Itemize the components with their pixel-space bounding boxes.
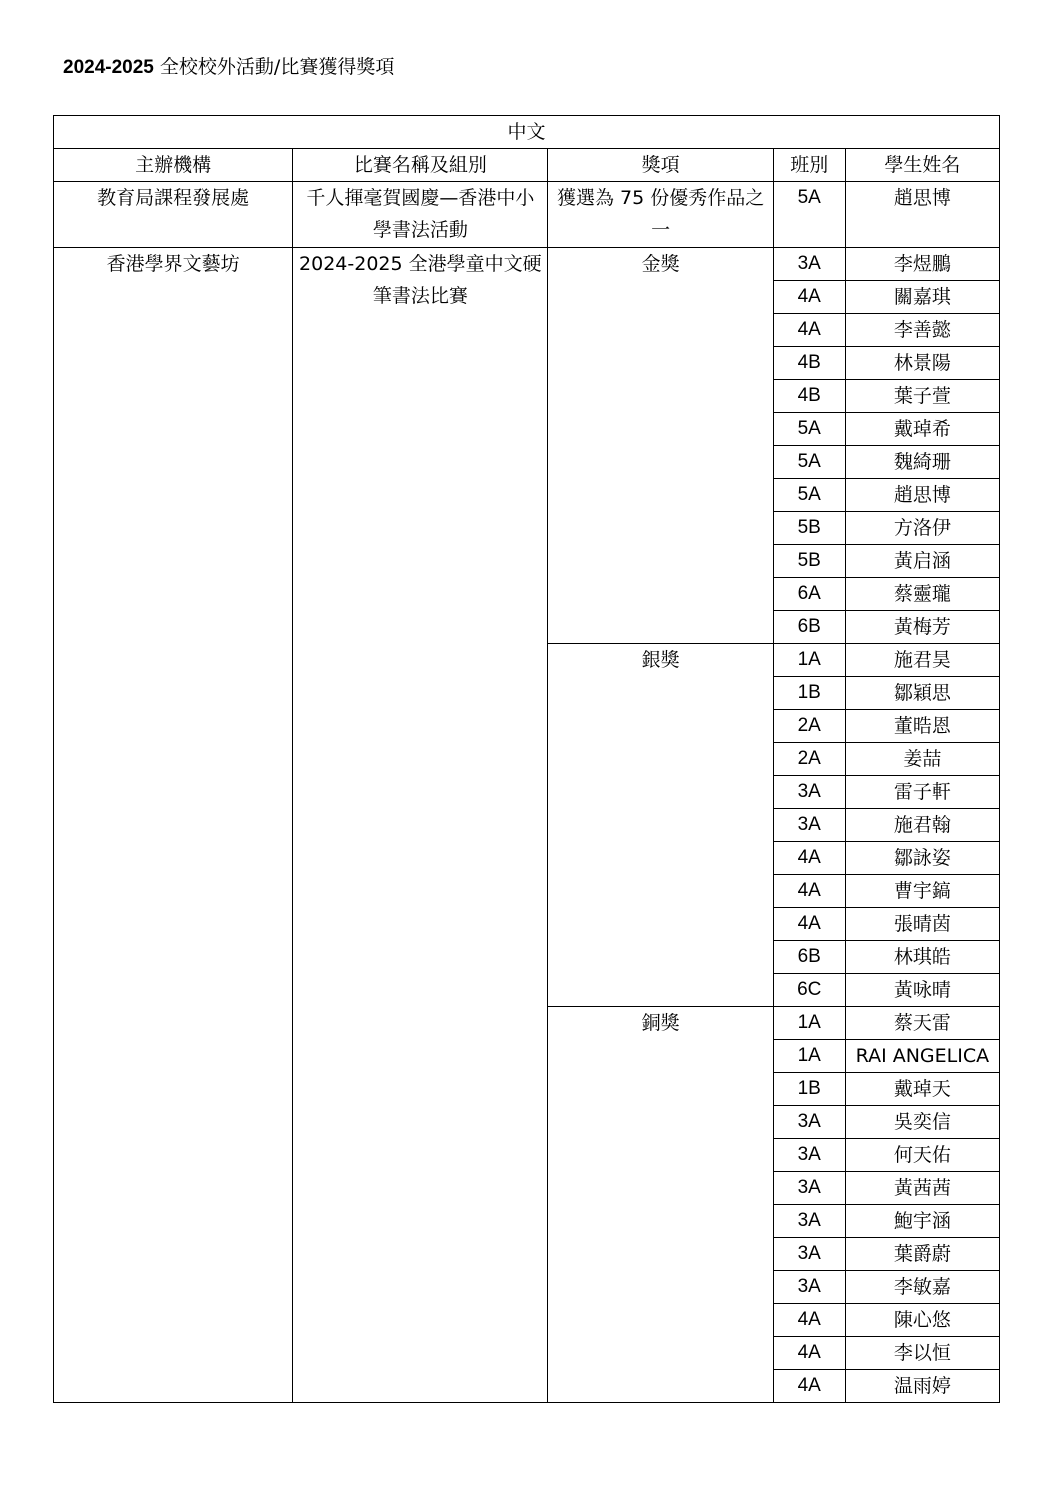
- student-name-cell: 黃茜茜: [845, 1172, 999, 1205]
- header-competition: 比賽名稱及組別: [293, 149, 548, 182]
- student-name-cell: 趙思博: [845, 182, 999, 248]
- student-name-cell: 黃咏晴: [845, 974, 999, 1007]
- class-cell: 3A: [773, 1172, 845, 1205]
- class-cell: 4A: [773, 875, 845, 908]
- header-org: 主辦機構: [54, 149, 293, 182]
- student-name-cell: RAI ANGELICA: [845, 1040, 999, 1073]
- student-name-cell: 何天佑: [845, 1139, 999, 1172]
- student-name-cell: 吳奕信: [845, 1106, 999, 1139]
- award-silver-cell: 銀獎: [548, 644, 773, 1007]
- student-name-cell: 李煜鵬: [845, 248, 999, 281]
- student-name-cell: 關嘉琪: [845, 281, 999, 314]
- class-cell: 4A: [773, 314, 845, 347]
- award-gold-cell: 金獎: [548, 248, 773, 644]
- award-bronze-cell: 銅獎: [548, 1007, 773, 1403]
- student-name-cell: 温雨婷: [845, 1370, 999, 1403]
- class-cell: 4A: [773, 1370, 845, 1403]
- class-cell: 6C: [773, 974, 845, 1007]
- class-cell: 5B: [773, 545, 845, 578]
- table-row: [54, 248, 1000, 281]
- student-name-cell: 李敏嘉: [845, 1271, 999, 1304]
- class-cell: 5A: [773, 446, 845, 479]
- student-name-cell: 李以恒: [845, 1337, 999, 1370]
- class-cell: 1A: [773, 1007, 845, 1040]
- class-cell: 4A: [773, 281, 845, 314]
- student-name-cell: 黃梅芳: [845, 611, 999, 644]
- class-cell: 1B: [773, 677, 845, 710]
- competition-text: 千人揮毫賀國慶—香港中小學書法活動: [306, 187, 535, 241]
- class-cell: 4A: [773, 842, 845, 875]
- student-name-cell: 董晧恩: [845, 710, 999, 743]
- title-text: 全校校外活動/比賽獲得獎項: [153, 56, 395, 78]
- class-cell: 5A: [773, 413, 845, 446]
- class-cell: 4A: [773, 1304, 845, 1337]
- class-cell: 4B: [773, 347, 845, 380]
- student-name-cell: 葉子萱: [845, 380, 999, 413]
- student-name-cell: 張晴茵: [845, 908, 999, 941]
- class-cell: 3A: [773, 1205, 845, 1238]
- awards-table: [53, 115, 1000, 1403]
- class-cell: 6A: [773, 578, 845, 611]
- title-year: 2024-2025: [63, 57, 154, 78]
- org-cell: 教育局課程發展處: [54, 182, 293, 248]
- class-cell: 3A: [773, 248, 845, 281]
- class-cell: 5A: [773, 182, 845, 248]
- class-cell: 2A: [773, 710, 845, 743]
- header-award: 獎項: [548, 149, 773, 182]
- student-name-cell: 陳心悠: [845, 1304, 999, 1337]
- competition-cell: [293, 248, 548, 1403]
- class-cell: 4A: [773, 1337, 845, 1370]
- award-text: 獲選為 75 份優秀作品之一: [556, 187, 765, 241]
- student-name-cell: 林景陽: [845, 347, 999, 380]
- class-cell: 3A: [773, 1106, 845, 1139]
- student-name-cell: 戴琸天: [845, 1073, 999, 1106]
- class-cell: 3A: [773, 1139, 845, 1172]
- class-cell: 1B: [773, 1073, 845, 1106]
- class-cell: 4A: [773, 908, 845, 941]
- student-name-cell: 曹宇鎬: [845, 875, 999, 908]
- student-name-cell: 黃启涵: [845, 545, 999, 578]
- class-cell: 3A: [773, 1238, 845, 1271]
- student-name-cell: 蔡天雷: [845, 1007, 999, 1040]
- student-name-cell: 施君昊: [845, 644, 999, 677]
- class-cell: 1A: [773, 1040, 845, 1073]
- class-cell: 5B: [773, 512, 845, 545]
- student-name-cell: 鄒詠姿: [845, 842, 999, 875]
- header-row: [54, 149, 1000, 182]
- student-name-cell: 林琪皓: [845, 941, 999, 974]
- student-name-cell: 雷子軒: [845, 776, 999, 809]
- student-name-cell: 李善懿: [845, 314, 999, 347]
- class-cell: 6B: [773, 611, 845, 644]
- student-name-cell: 鄒穎思: [845, 677, 999, 710]
- header-class: 班別: [773, 149, 845, 182]
- class-cell: 1A: [773, 644, 845, 677]
- student-name-cell: 施君翰: [845, 809, 999, 842]
- student-name-cell: 姜喆: [845, 743, 999, 776]
- award-cell: [548, 182, 773, 248]
- document-title: [63, 52, 394, 83]
- student-name-cell: 鮑宇涵: [845, 1205, 999, 1238]
- class-cell: 6B: [773, 941, 845, 974]
- student-name-cell: 葉爵蔚: [845, 1238, 999, 1271]
- class-cell: 3A: [773, 809, 845, 842]
- student-name-cell: 趙思博: [845, 479, 999, 512]
- class-cell: 4B: [773, 380, 845, 413]
- table-row: [54, 182, 1000, 248]
- competition-cell: [293, 182, 548, 248]
- student-name-cell: 蔡靈瓏: [845, 578, 999, 611]
- class-cell: 3A: [773, 776, 845, 809]
- class-cell: 3A: [773, 1271, 845, 1304]
- student-name-cell: 方洛伊: [845, 512, 999, 545]
- section-title: 中文: [54, 116, 1000, 149]
- class-cell: 5A: [773, 479, 845, 512]
- student-name-cell: 戴琸希: [845, 413, 999, 446]
- competition-text: 2024-2025 全港學童中文硬筆書法比賽: [299, 253, 542, 307]
- org-cell: 香港學界文藝坊: [54, 248, 293, 1403]
- class-cell: 2A: [773, 743, 845, 776]
- student-name-cell: 魏綺珊: [845, 446, 999, 479]
- header-name: 學生姓名: [845, 149, 999, 182]
- section-row: [54, 116, 1000, 149]
